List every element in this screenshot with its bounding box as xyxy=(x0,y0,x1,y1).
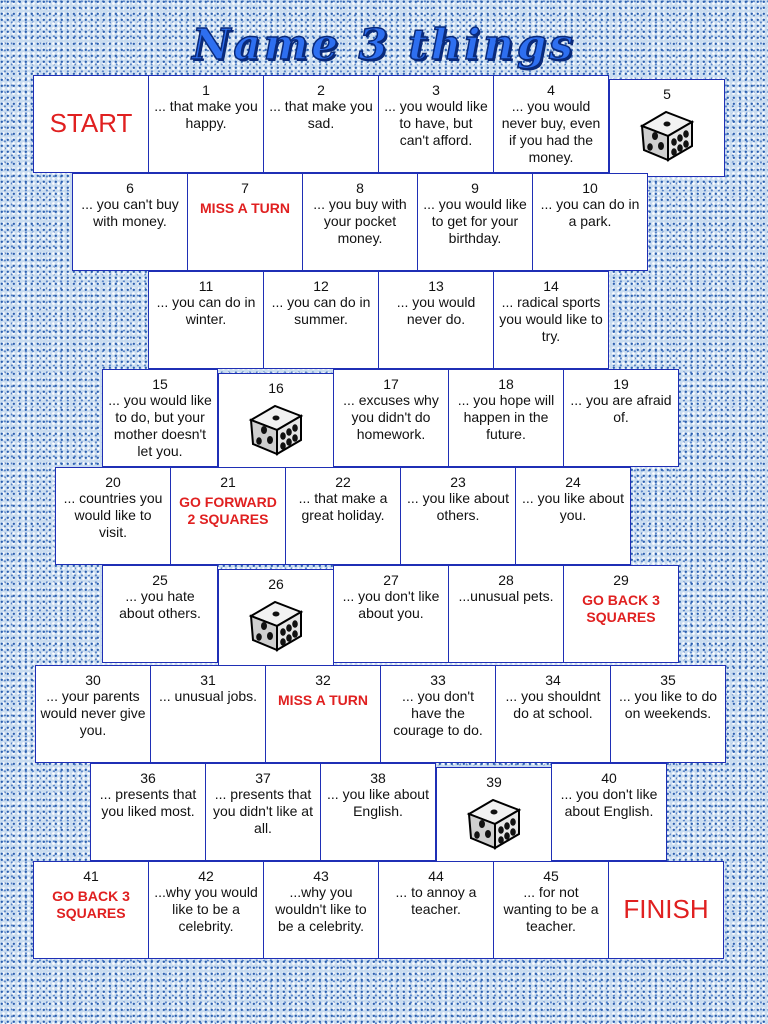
square-14 xyxy=(493,271,609,369)
square-prompt: ... you are afraid of. xyxy=(570,392,672,425)
square-number: 10 xyxy=(582,180,598,196)
square-number: 15 xyxy=(152,376,168,392)
square-number: 25 xyxy=(152,572,168,588)
square-13 xyxy=(378,271,494,369)
square-prompt: ... presents that you liked most. xyxy=(99,786,197,819)
square-number: 8 xyxy=(356,180,364,196)
square-number: 37 xyxy=(255,770,271,786)
square-prompt: ... your parents would never give you. xyxy=(40,688,146,738)
square-number: 9 xyxy=(471,180,479,196)
game-title: Name 3 things xyxy=(192,20,576,69)
board-row xyxy=(35,665,726,763)
square-prompt: ... you would never buy, even if you had the money. xyxy=(501,98,601,165)
square-prompt: ... countries you would like to visit. xyxy=(63,490,163,540)
square-6 xyxy=(72,173,188,271)
square-number: 43 xyxy=(313,868,329,884)
dice-icon xyxy=(223,400,329,462)
square-15 xyxy=(102,369,218,467)
square-prompt: ... you don't have the courage to do. xyxy=(393,688,483,738)
square-number: 40 xyxy=(601,770,617,786)
square-34 xyxy=(495,665,611,763)
square-8 xyxy=(302,173,418,271)
board-row xyxy=(55,467,631,565)
square-prompt: ... you hate about others. xyxy=(119,588,201,621)
square-45 xyxy=(493,861,609,959)
square-prompt: ... for not wanting to be a teacher. xyxy=(503,884,599,934)
square-7 xyxy=(187,173,303,271)
square-30 xyxy=(35,665,151,763)
square-prompt: ... you like about you. xyxy=(522,490,624,523)
square-prompt: ... you can do in winter. xyxy=(156,294,256,327)
square-11 xyxy=(148,271,264,369)
board-row xyxy=(33,861,724,959)
square-number: 20 xyxy=(105,474,121,490)
board-row xyxy=(102,565,679,667)
square-prompt: ... that make a great holiday. xyxy=(298,490,388,523)
square-number: 29 xyxy=(613,572,629,588)
square-number: 36 xyxy=(140,770,156,786)
square-16 xyxy=(218,373,334,471)
square-19 xyxy=(563,369,679,467)
square-instruction: GO BACK 3 SQUARES xyxy=(582,592,660,625)
square-prompt: ... that make you sad. xyxy=(269,98,373,131)
square-31 xyxy=(150,665,266,763)
square-prompt: ... presents that you didn't like at all. xyxy=(213,786,313,836)
square-24 xyxy=(515,467,631,565)
square-number: 30 xyxy=(85,672,101,688)
square-number: 4 xyxy=(547,82,555,98)
square-number: 38 xyxy=(370,770,386,786)
square-39 xyxy=(436,767,552,865)
square-prompt: ... that make you happy. xyxy=(154,98,258,131)
board-row xyxy=(72,173,648,271)
square-4 xyxy=(493,75,609,173)
square-12 xyxy=(263,271,379,369)
finish-square xyxy=(608,861,724,959)
square-36 xyxy=(90,763,206,861)
square-number: 1 xyxy=(202,82,210,98)
square-number: 23 xyxy=(450,474,466,490)
dice-icon xyxy=(614,106,720,168)
square-number: 7 xyxy=(241,180,249,196)
square-number: 14 xyxy=(543,278,559,294)
square-33 xyxy=(380,665,496,763)
square-prompt: ... excuses why you didn't do homework. xyxy=(343,392,439,442)
square-number: 13 xyxy=(428,278,444,294)
square-prompt: ... unusual jobs. xyxy=(158,688,258,704)
board-row xyxy=(148,271,609,369)
square-18 xyxy=(448,369,564,467)
board-row xyxy=(90,763,667,865)
square-prompt: ... you would never do. xyxy=(396,294,476,327)
square-number: 12 xyxy=(313,278,329,294)
square-number: 26 xyxy=(268,576,284,592)
square-instruction: MISS A TURN xyxy=(278,692,368,708)
square-prompt: ... you can't buy with money. xyxy=(81,196,179,229)
square-prompt: ... you hope will happen in the future. xyxy=(457,392,555,442)
square-40 xyxy=(551,763,667,861)
square-number: 6 xyxy=(126,180,134,196)
square-number: 32 xyxy=(315,672,331,688)
square-prompt: ... you don't like about you. xyxy=(342,588,440,621)
square-number: 21 xyxy=(220,474,236,490)
square-instruction: GO BACK 3 SQUARES xyxy=(52,888,130,921)
square-instruction: GO FORWARD 2 SQUARES xyxy=(179,494,277,527)
square-prompt: ... you shouldnt do at school. xyxy=(505,688,601,721)
square-number: 24 xyxy=(565,474,581,490)
board-row xyxy=(33,75,725,177)
square-number: 33 xyxy=(430,672,446,688)
square-prompt: ... you would like to have, but can't afford. xyxy=(384,98,488,148)
square-prompt: ... to annoy a teacher. xyxy=(395,884,477,917)
square-prompt: ... radical sports you would like to try. xyxy=(499,294,603,344)
square-number: 44 xyxy=(428,868,444,884)
square-1 xyxy=(148,75,264,173)
square-number: 27 xyxy=(383,572,399,588)
square-number: 39 xyxy=(486,774,502,790)
square-41 xyxy=(33,861,149,959)
square-27 xyxy=(333,565,449,663)
square-prompt: ... you don't like about English. xyxy=(560,786,658,819)
square-28 xyxy=(448,565,564,663)
square-prompt: ... you like to do on weekends. xyxy=(618,688,718,721)
square-number: 34 xyxy=(545,672,561,688)
square-38 xyxy=(320,763,436,861)
square-number: 11 xyxy=(198,278,214,294)
square-number: 41 xyxy=(83,868,99,884)
square-number: 17 xyxy=(383,376,399,392)
square-prompt: ... you would like to do, but your mother doesn't let you. xyxy=(108,392,212,459)
square-3 xyxy=(378,75,494,173)
square-number: 45 xyxy=(543,868,559,884)
square-5 xyxy=(609,79,725,177)
square-10 xyxy=(532,173,648,271)
square-instruction: MISS A TURN xyxy=(200,200,290,216)
square-prompt: ... you like about English. xyxy=(327,786,429,819)
square-number: 5 xyxy=(663,86,671,102)
square-number: 42 xyxy=(198,868,214,884)
square-9 xyxy=(417,173,533,271)
square-prompt: ... you buy with your pocket money. xyxy=(313,196,407,246)
square-2 xyxy=(263,75,379,173)
square-37 xyxy=(205,763,321,861)
square-number: 2 xyxy=(317,82,325,98)
square-17 xyxy=(333,369,449,467)
square-23 xyxy=(400,467,516,565)
square-35 xyxy=(610,665,726,763)
square-prompt: ... you would like to get for your birthday. xyxy=(423,196,527,246)
square-32 xyxy=(265,665,381,763)
square-26 xyxy=(218,569,334,667)
square-number: 16 xyxy=(268,380,284,396)
square-number: 18 xyxy=(498,376,514,392)
dice-icon xyxy=(441,794,547,856)
square-label: FINISH xyxy=(623,894,709,924)
board-row xyxy=(102,369,679,471)
square-number: 19 xyxy=(613,376,629,392)
square-43 xyxy=(263,861,379,959)
dice-icon xyxy=(223,596,329,658)
start-square xyxy=(33,75,149,173)
square-prompt: ... you can do in summer. xyxy=(271,294,371,327)
square-number: 31 xyxy=(200,672,216,688)
square-42 xyxy=(148,861,264,959)
square-44 xyxy=(378,861,494,959)
square-number: 35 xyxy=(660,672,676,688)
square-21 xyxy=(170,467,286,565)
square-20 xyxy=(55,467,171,565)
square-number: 22 xyxy=(335,474,351,490)
square-prompt: ...unusual pets. xyxy=(458,588,554,604)
square-prompt: ...why you wouldn't like to be a celebrity. xyxy=(275,884,367,934)
square-22 xyxy=(285,467,401,565)
square-prompt: ...why you would like to be a celebrity. xyxy=(154,884,258,934)
square-label: START xyxy=(49,108,133,138)
square-25 xyxy=(102,565,218,663)
square-prompt: ... you like about others. xyxy=(407,490,509,523)
square-number: 28 xyxy=(498,572,514,588)
square-29 xyxy=(563,565,679,663)
square-prompt: ... you can do in a park. xyxy=(540,196,640,229)
square-number: 3 xyxy=(432,82,440,98)
